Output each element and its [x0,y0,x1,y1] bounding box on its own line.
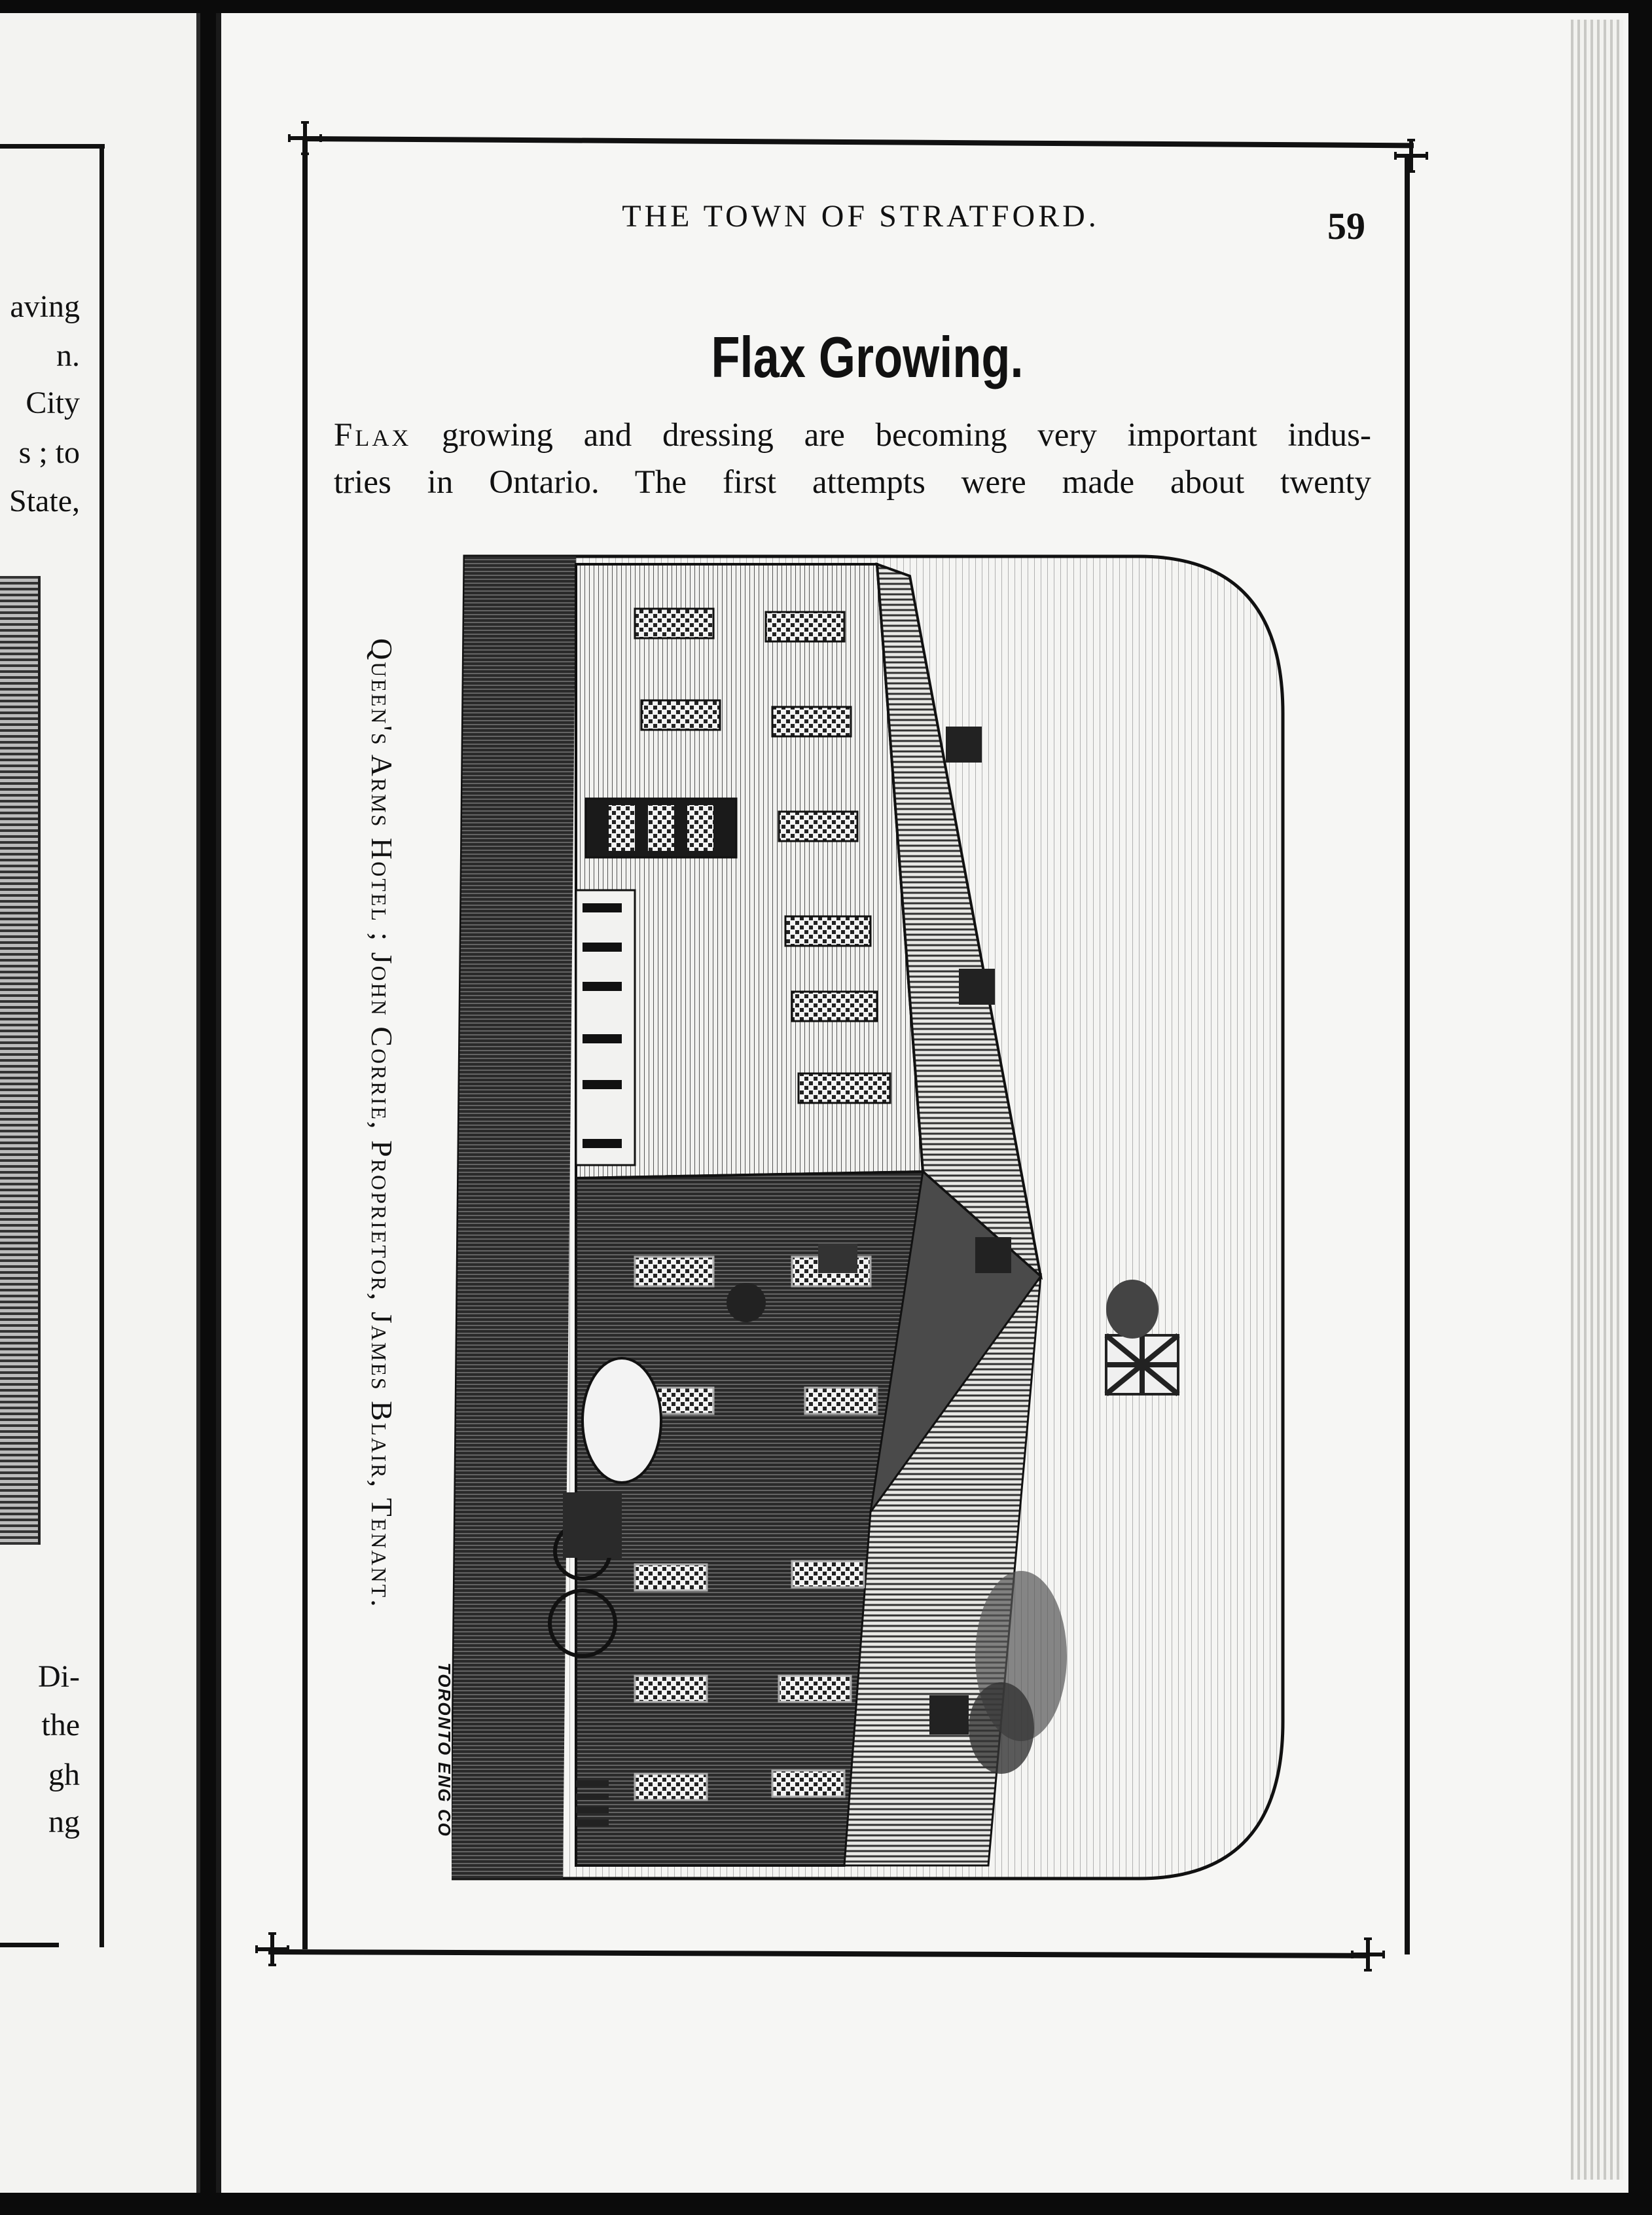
line-text: tries in Ontario. The first attempts were made about twenty [334,464,1371,501]
engraver-credit: TORONTO ENG CO [435,1663,454,1837]
corner-cross-icon [287,120,323,156]
previous-page-fragment [0,13,200,2193]
text-fragment: ng [48,1805,80,1839]
border-rule [302,136,308,1949]
text-fragment: City [26,386,80,420]
lead-word: Flax [334,417,412,454]
border-rule [1405,154,1410,1954]
text-fragment: n. [56,338,80,373]
line-text: growing and dressing are becoming very important indus- [411,417,1371,454]
border-rule [99,144,104,1947]
border-rule [0,144,105,149]
border-rule [0,1943,59,1947]
text-fragment: State, [9,484,80,518]
text-fragment: aving [10,289,80,324]
caption-container [365,638,425,1777]
text-fragment: Di- [38,1659,80,1694]
corner-cross-icon [1350,1936,1386,1973]
page-number: 59 [1327,205,1365,247]
body-text-line [334,466,1371,499]
body-text-line [334,419,1371,452]
engraver-credit-container [432,1663,458,1879]
text-fragment: the [41,1708,80,1742]
corner-cross-icon [254,1931,291,1968]
hotel-engraving [452,550,1289,1885]
running-head: THE TOWN OF STRATFORD. [622,199,1100,234]
text-fragment: gh [48,1757,80,1792]
text-fragment: s ; to [18,435,80,470]
corner-cross-icon [1393,137,1429,174]
illustration-caption: Queen's Arms Hotel ; John Corrie, Proprietor, James Blair, Tenant. [365,638,399,1609]
page-edge [1571,20,1623,2180]
illustration-fragment [0,576,41,1545]
section-title: Flax Growing. [711,325,1024,389]
